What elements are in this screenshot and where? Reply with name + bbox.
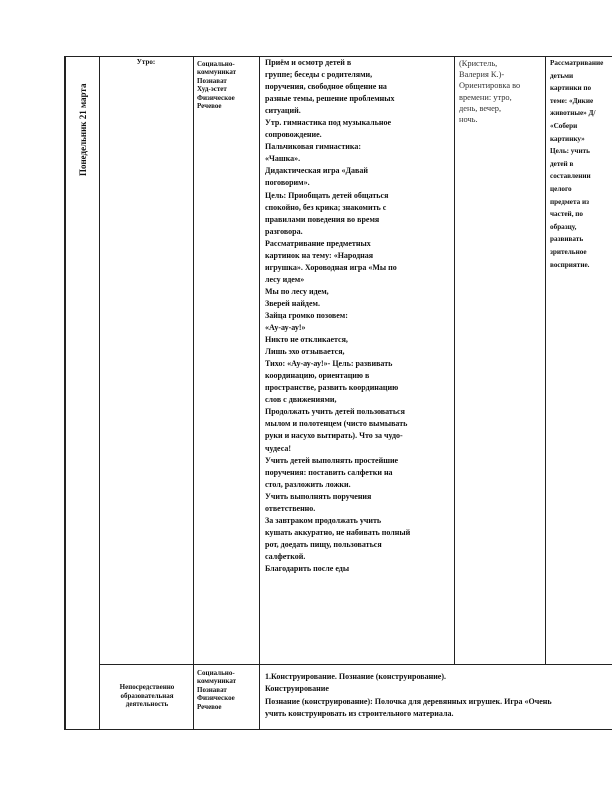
education-area: Познават: [197, 685, 227, 694]
education-area: Физическое: [197, 694, 235, 703]
morning-activities: [265, 57, 453, 575]
activity-line: Учить детей выполнять простейшие: [265, 455, 399, 465]
row-divider: [99, 664, 612, 665]
individual-line: Валерия К.)-: [459, 70, 505, 80]
activity-line: Продолжать учить детей пользоваться: [265, 407, 405, 417]
side-activity-line: образцу,: [550, 222, 577, 231]
activity-line: Благодарить после еды: [265, 563, 350, 573]
direct-content-line: 1.Конструирование. Познание (конструирование).: [265, 672, 447, 681]
side-activity-line: частей, по: [550, 210, 584, 219]
side-activity-line: животные» Д/: [550, 109, 596, 118]
activity-line: Учить выполнять поручения: [265, 491, 372, 501]
morning-education-areas: [197, 60, 257, 110]
morning-label: Утро:: [136, 58, 156, 66]
side-activity-line: теме: «Дикие: [550, 96, 594, 105]
side-activity-line: восприятие.: [550, 260, 590, 269]
side-activity-line: зрительное: [550, 247, 587, 256]
activity-line: кушать аккуратно, не набивать полный: [265, 527, 411, 537]
education-area: Познават: [197, 76, 227, 85]
table-bottom-border: [64, 729, 612, 730]
activity-line: поговорим».: [265, 178, 310, 188]
column-divider: [454, 56, 455, 664]
activity-line: группе; беседы с родителями,: [265, 70, 373, 80]
activity-line: Дидактическая игра «Давай: [265, 166, 368, 176]
side-activity-line: детьми: [550, 71, 574, 80]
day-label: Понедельник 21 марта: [78, 83, 88, 176]
activity-line: Зверей найдем.: [265, 298, 320, 308]
column-divider: [193, 56, 194, 730]
direct-education-areas: [197, 669, 257, 711]
activity-line: разные темы, решение проблемных: [265, 94, 395, 104]
table-left-border: [64, 56, 66, 730]
education-area: Речевое: [197, 702, 222, 711]
side-activity-line: предмета из: [550, 197, 589, 206]
direct-activity-content: [265, 671, 612, 720]
activity-line: Зайца громко позовем:: [265, 310, 348, 320]
direct-content-line: учить конструировать из строительного материала.: [265, 708, 454, 718]
activity-line: ситуаций.: [265, 106, 301, 116]
activity-line: Рассматривание предметных: [265, 238, 371, 248]
activity-line: руки и насухо вытирать). Что за чудо-: [265, 431, 403, 441]
individual-line: времени: утро,: [459, 92, 512, 102]
side-activity-line: составлении: [550, 172, 591, 181]
individual-line: (Кристель,: [459, 59, 498, 68]
side-activity-line: Цель: учить: [550, 147, 590, 156]
direct-label-line: Непосредственно: [119, 683, 175, 691]
activity-line: стол, разложить ложки.: [265, 479, 351, 489]
activity-line: салфеткой.: [265, 551, 306, 561]
activity-line: рот, доедать пищу, пользоваться: [265, 539, 382, 549]
activity-line: Мы по лесу идем,: [265, 286, 329, 296]
individual-line: Ориентировка во: [459, 81, 521, 91]
activity-line: координацию, ориентацию в: [265, 371, 370, 381]
side-activity-line: целого: [550, 184, 572, 193]
activity-line: Приём и осмотр детей в: [265, 58, 352, 67]
education-area: Речевое: [197, 102, 222, 111]
activity-line: разговора.: [265, 226, 303, 236]
activity-line: поручения, свободное общение на: [265, 82, 387, 92]
individual-work: [459, 58, 544, 125]
activity-line: Цель: Приобщать детей общаться: [265, 190, 389, 200]
individual-line: день, вечер,: [459, 103, 502, 113]
activity-line: пространстве, развить координацию: [265, 383, 399, 393]
side-activity-line: Рассматривание: [550, 59, 604, 67]
activity-line: спокойно, без крика; знакомить с: [265, 202, 387, 212]
direct-label-line: образовательная: [120, 691, 174, 700]
activity-line: «Чашка».: [265, 154, 301, 164]
side-activity-line: картинку»: [550, 134, 585, 143]
direct-content-line: Конструирование: [265, 684, 329, 694]
column-divider: [99, 56, 100, 730]
activity-line: мылом и полотенцем (чисто вымывать: [265, 419, 408, 429]
education-area: коммуникат: [197, 68, 237, 77]
activity-line: За завтраком продолжать учить: [265, 515, 382, 525]
individual-line: ночь.: [459, 115, 478, 125]
activity-line: ответственно.: [265, 503, 316, 513]
activity-line: правилами поведения во время: [265, 214, 380, 224]
activity-line: Никто не откликается,: [265, 335, 348, 345]
activity-line: «Ау-ау-ау!»: [265, 323, 306, 333]
side-activity-line: картинки по: [550, 84, 592, 93]
direct-label-line: деятельность: [125, 700, 169, 708]
activity-line: Тихо: «Ау-ау-ау!»- Цель: развивать: [265, 359, 393, 369]
side-activity-line: «Собери: [550, 121, 578, 130]
activity-line: слов с движениями,: [265, 395, 337, 405]
direct-activity-label: [102, 683, 192, 709]
side-activity: [550, 57, 612, 271]
education-area: Социально-: [197, 669, 235, 677]
activity-line: сопровождение.: [265, 130, 322, 140]
education-area: коммуникат: [197, 677, 237, 686]
activity-line: чудеса!: [265, 443, 292, 453]
activity-line: картинок на тему: «Народная: [265, 250, 374, 260]
activity-line: лесу идем»: [265, 274, 305, 284]
activity-line: Лишь эхо отзывается,: [265, 347, 345, 357]
side-activity-line: развивать: [550, 235, 584, 244]
activity-line: игрушка». Хороводная игра «Мы по: [265, 262, 397, 272]
activity-line: поручения: поставить салфетки на: [265, 467, 393, 477]
direct-content-line: Познание (конструирование): Полочка для деревянных игрушек. Игра «Очень: [265, 696, 552, 706]
activity-line: Утр. гимнастика под музыкальное: [265, 118, 391, 128]
activity-line: Пальчиковая гимнастика:: [265, 142, 362, 152]
column-divider: [259, 56, 260, 730]
education-area: Худ-эстет: [197, 85, 227, 94]
education-area: Физическое: [197, 93, 235, 102]
side-activity-line: детей в: [550, 159, 574, 168]
education-area: Социально-: [197, 60, 235, 68]
column-divider: [545, 56, 546, 664]
